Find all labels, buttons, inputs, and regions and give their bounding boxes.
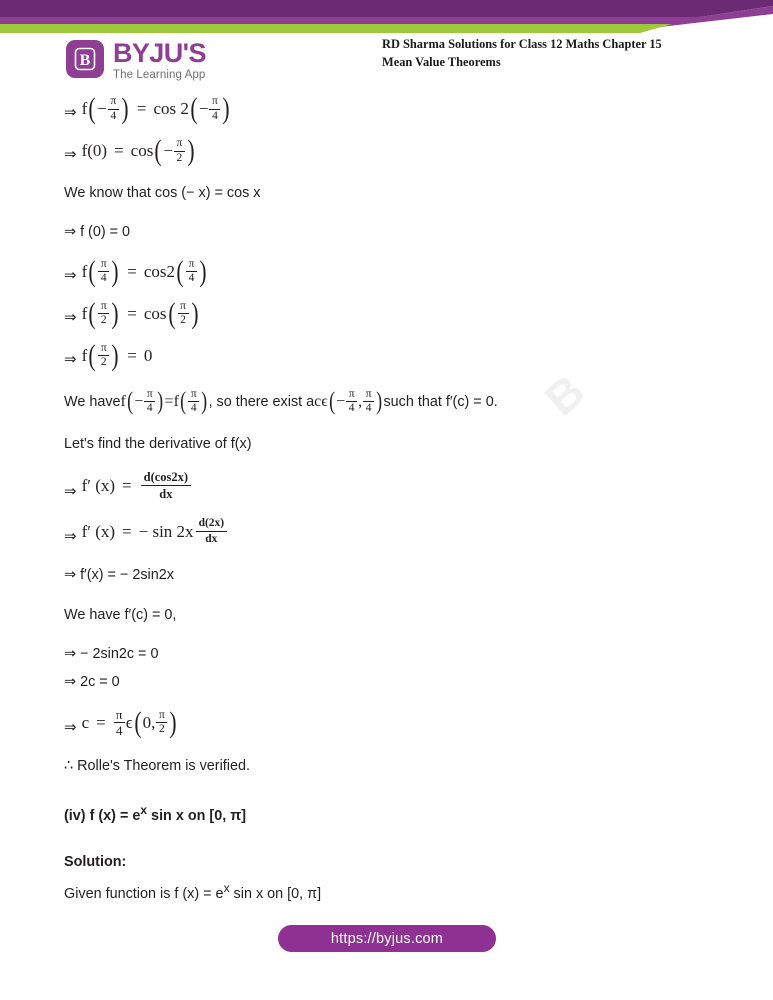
eq2-equals: = — [114, 141, 124, 160]
eq10-text: − 2sin2c = 0 — [80, 646, 159, 663]
wehave-fn1: f — [120, 392, 126, 410]
eq1-fn: f — [81, 99, 88, 118]
eq4-cos: cos2 — [143, 261, 176, 281]
eq6-rhs: 0 — [143, 345, 153, 365]
eq12-c: c — [81, 712, 90, 732]
equation-2c-equals-zero — [64, 673, 714, 692]
eq6-equals: = — [127, 345, 137, 365]
eq8-equals: = — [122, 521, 132, 541]
wehave-equals: = — [164, 392, 174, 410]
eq1-neg2: − — [198, 99, 209, 118]
eq2-cos: cos — [130, 141, 154, 160]
page-title-line-1: RD Sharma Solutions for Class 12 Maths Chapter 15 — [382, 37, 662, 51]
eq7-equals: = — [122, 475, 132, 495]
implies-arrow-icon: ⇒ — [64, 350, 77, 368]
eq12-epsilon: ϵ — [125, 712, 133, 732]
wehave-neg2: − — [336, 392, 346, 410]
eq4-fn: f — [81, 261, 88, 281]
fraction-pi-4: $\frac{\pi}{4}$ — [98, 259, 109, 285]
header-decorative-bands — [0, 0, 773, 34]
fraction-pi-4: $\frac{\pi}{4}$ — [108, 96, 119, 122]
implies-arrow-icon: ⇒ — [64, 483, 77, 501]
page-title — [382, 36, 712, 71]
eq5-equals: = — [127, 303, 137, 323]
question-iv-text-b: sin x on [0, π] — [147, 808, 247, 825]
wehave-epsilon: ϵ — [321, 392, 328, 410]
text-we-know-cos: We know that cos (− x) = cos x — [64, 185, 261, 201]
paren-open: ( — [127, 387, 134, 415]
eq3-text: f (0) = 0 — [80, 224, 131, 241]
fraction-pi-2-b: $\frac{\pi}{2}$ — [178, 301, 189, 327]
paren-close-2: ) — [190, 296, 199, 330]
paren-close-2: ) — [199, 254, 207, 288]
eq5-fn: f — [81, 303, 88, 323]
implies-arrow-icon: ⇒ — [64, 224, 77, 241]
paren-open: ( — [88, 254, 96, 288]
implies-arrow-icon: ⇒ — [64, 646, 77, 663]
implies-arrow-icon: ⇒ — [64, 308, 77, 326]
fraction-d-2x-dx: $\frac{d(2x)}{dx}$ — [196, 517, 228, 546]
document-body — [64, 92, 714, 904]
eq6-fn: f — [81, 345, 88, 365]
wehave-fn2: f — [173, 392, 179, 410]
wehave-mid: , so there exist a — [208, 393, 315, 410]
svg-text:B: B — [79, 52, 91, 69]
equation-c-equals-pi-4 — [64, 705, 714, 739]
question-part-iv — [64, 802, 714, 826]
text-we-have-fprime-c: We have f′(c) = 0, — [64, 606, 177, 623]
eq8-rhs: − sin 2x — [138, 521, 194, 541]
paren-open-2: ( — [176, 254, 184, 288]
eq9-text: f′(x) = − 2sin2x — [80, 567, 174, 584]
eq12-zero: 0, — [142, 712, 156, 732]
paren-open: ( — [88, 296, 96, 330]
fraction-pi-4-d: $\frac{\pi}{4}$ — [363, 389, 374, 415]
paren-close: ) — [111, 296, 119, 330]
byjus-logo-text — [113, 40, 206, 82]
implies-arrow-icon: ⇒ — [64, 673, 77, 690]
paren-open: ( — [88, 338, 96, 372]
given-exponent: x — [223, 881, 230, 896]
implies-arrow-icon: ⇒ — [64, 104, 77, 121]
paren-close: ) — [157, 387, 164, 415]
paren-close-2: ) — [201, 387, 208, 415]
implies-arrow-icon: ⇒ — [64, 146, 77, 163]
paren-open: ( — [88, 92, 96, 125]
equation-f-minus-pi-4 — [64, 92, 714, 125]
byjus-wordmark: BYJU'S — [113, 38, 206, 68]
text-given-function — [64, 880, 714, 904]
eq1-cos: cos 2 — [153, 99, 189, 118]
equation-derivative-cos2x — [64, 470, 714, 501]
paren-open-2: ( — [180, 387, 187, 415]
text-we-have-interval — [64, 389, 714, 415]
paren-open-2: ( — [167, 296, 176, 330]
paren-open-2: ( — [190, 92, 198, 125]
equation-f-pi-4-cos2 — [64, 254, 714, 288]
wehave-prefix: We have — [64, 393, 121, 410]
implies-arrow-icon: ⇒ — [64, 528, 77, 546]
equation-f-pi-2-equals-zero — [64, 338, 714, 372]
eq5-cos: cos — [143, 303, 167, 323]
question-iv-exponent: x — [140, 803, 148, 818]
paren-open: ( — [134, 705, 142, 739]
wehave-math-2 — [314, 389, 383, 415]
paren-close: ) — [111, 254, 119, 288]
fraction-pi-2: $\frac{\pi}{2}$ — [174, 138, 185, 164]
paren-close: ) — [169, 705, 177, 739]
eq12-equals: = — [96, 712, 106, 732]
fraction-pi-4-b: $\frac{\pi}{4}$ — [209, 96, 220, 122]
fraction-pi-4-b: $\frac{\pi}{4}$ — [186, 259, 197, 285]
fraction-pi-4-b: $\frac{\pi}{4}$ — [188, 389, 199, 415]
eq1-equals: = — [136, 99, 147, 118]
wehave-neg: − — [134, 392, 144, 410]
text-conclusion: ∴ Rolle's Theorem is verified. — [64, 758, 250, 774]
equation-f-zero-equals-zero — [64, 223, 714, 242]
paren-close-2: ) — [222, 92, 231, 125]
fraction-pi-4: $\frac{\pi}{4}$ — [144, 389, 155, 415]
fraction-pi-2: $\frac{\pi}{2}$ — [98, 301, 109, 327]
page-title-line-2: Mean Value Theorems — [382, 54, 501, 69]
paren-open: ( — [154, 134, 162, 167]
paren-close: ) — [121, 92, 129, 125]
eq2-neg: − — [163, 141, 173, 160]
question-iv-text-a: (iv) f (x) = e — [64, 808, 141, 825]
band-shapes — [0, 0, 773, 34]
wehave-comma: , — [358, 392, 363, 410]
equation-derivative-chain — [64, 517, 714, 546]
byjus-tagline: The Learning App — [113, 68, 206, 81]
logo-b-glyph-icon — [73, 46, 97, 72]
given-text-b: sin x on [0, π] — [229, 885, 322, 902]
byjus-logo-mark-icon — [66, 40, 104, 78]
eq2-lhs: f(0) — [81, 141, 108, 160]
eq11-text: 2c = 0 — [80, 673, 120, 690]
paren-close: ) — [187, 134, 195, 167]
text-find-derivative: Let's find the derivative of f(x) — [64, 435, 252, 452]
paren-close: ) — [111, 338, 119, 372]
eq4-equals: = — [127, 261, 137, 281]
eq8-lhs: f′ (x) — [81, 521, 116, 541]
solution-label: Solution: — [64, 853, 127, 870]
implies-arrow-icon: ⇒ — [64, 719, 77, 736]
paren-open-3: ( — [328, 387, 335, 415]
byjus-url-button[interactable]: https://byjus.com — [278, 925, 496, 952]
wehave-math-1 — [121, 389, 209, 415]
paren-close-3: ) — [376, 387, 383, 415]
byjus-logo — [66, 40, 206, 82]
equation-f-pi-2-cos — [64, 296, 714, 330]
wehave-suffix: such that f′(c) = 0. — [383, 393, 498, 410]
watermark: B — [534, 364, 595, 426]
given-text-a: Given function is f (x) = e — [64, 885, 224, 902]
fraction-pi-4: $\frac{\pi}{4}$ — [114, 708, 125, 737]
implies-arrow-icon: ⇒ — [64, 567, 77, 584]
wehave-c: c — [314, 392, 322, 410]
implies-arrow-icon: ⇒ — [64, 266, 77, 284]
equation-f-zero-cos — [64, 134, 714, 167]
eq7-lhs: f′ (x) — [81, 475, 116, 495]
fraction-pi-2: $\frac{\pi}{2}$ — [156, 710, 167, 736]
equation-fprime-minus-2sin2x — [64, 566, 714, 585]
fraction-pi-4-c: $\frac{\pi}{4}$ — [346, 389, 357, 415]
equation-minus-2sin2c — [64, 645, 714, 664]
eq1-neg: − — [97, 99, 107, 118]
fraction-d-cos2x-dx: $\frac{d(\cos 2x)}{dx}$ — [141, 470, 191, 501]
fraction-pi-2: $\frac{\pi}{2}$ — [98, 343, 109, 369]
